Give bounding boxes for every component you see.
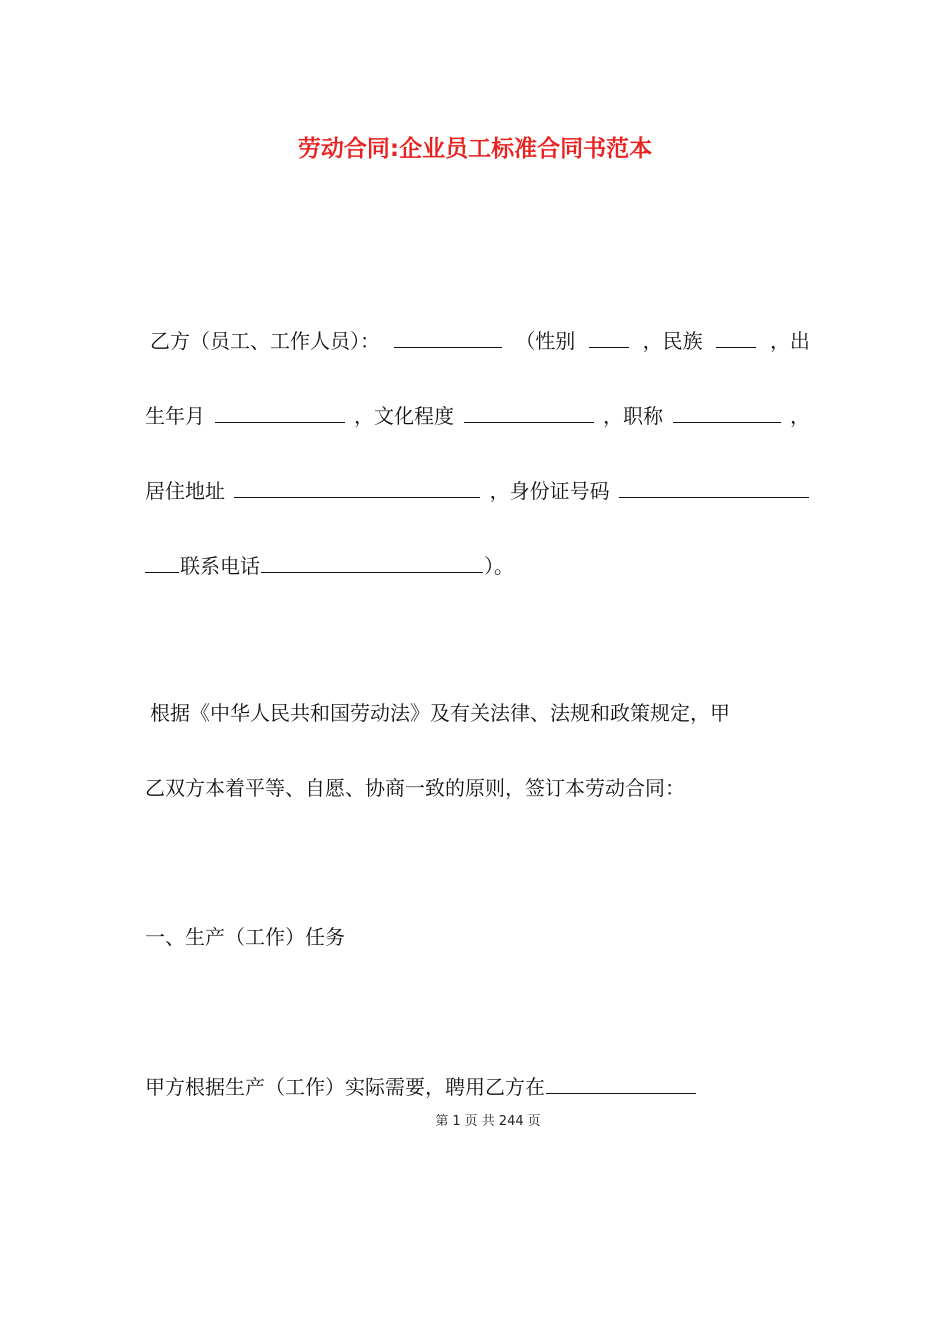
document-title: 劳动合同:企业员工标准合同书范本 [297,136,653,162]
party-b-line-3 [145,475,810,506]
ethnicity-label: ，民族 [642,329,703,353]
gender-blank[interactable] [589,325,629,348]
footer-prefix: 第 [435,1114,449,1129]
gender-label: （性别 [515,329,576,353]
education-label: ，文化程度 [354,404,454,428]
section-1-text: 甲方根据生产（工作）实际需要，聘用乙方在 [145,1075,545,1099]
section-1-line-1 [145,1071,810,1102]
birth-date-blank[interactable] [215,400,345,423]
preamble-line-2 [145,773,810,803]
footer-mid: 页 共 [464,1114,495,1129]
birth-date-label: 生年月 [145,404,205,428]
current-page-number: 1 [452,1114,461,1129]
section-1-heading: 一、生产（工作）任务 [145,925,345,949]
address-blank[interactable] [234,475,480,498]
id-number-blank-continued[interactable] [145,550,179,573]
party-b-line-2 [145,400,810,431]
total-pages-number: 244 [498,1114,524,1129]
closing-label: ）。 [484,554,514,578]
id-number-label: ，身份证号码 [489,479,610,503]
footer-suffix: 页 [527,1114,541,1129]
birth-prefix-label: ，出 [769,329,810,353]
job-title-blank[interactable] [673,400,781,423]
party-b-line-4 [145,550,810,581]
preamble-text-1: 根据《中华人民共和国劳动法》及有关法律、法规和政策规定，甲 [150,701,730,725]
party-b-line-1 [150,325,810,356]
party-b-label: 乙方（员工、工作人员）： [150,329,380,353]
position-blank[interactable] [546,1071,696,1094]
address-label: 居住地址 [145,479,225,503]
education-blank[interactable] [464,400,594,423]
ethnicity-blank[interactable] [716,325,756,348]
page-footer [0,1112,950,1132]
line-2-comma: ， [790,404,810,428]
preamble-text-2: 乙双方本着平等、自愿、协商一致的原则，签订本劳动合同： [145,776,685,800]
id-number-blank[interactable] [619,475,809,498]
preamble-line-1 [150,698,810,728]
phone-label: 联系电话 [180,554,260,578]
job-title-label: ，职称 [603,404,663,428]
name-blank[interactable] [394,325,502,348]
phone-blank[interactable] [261,550,483,573]
